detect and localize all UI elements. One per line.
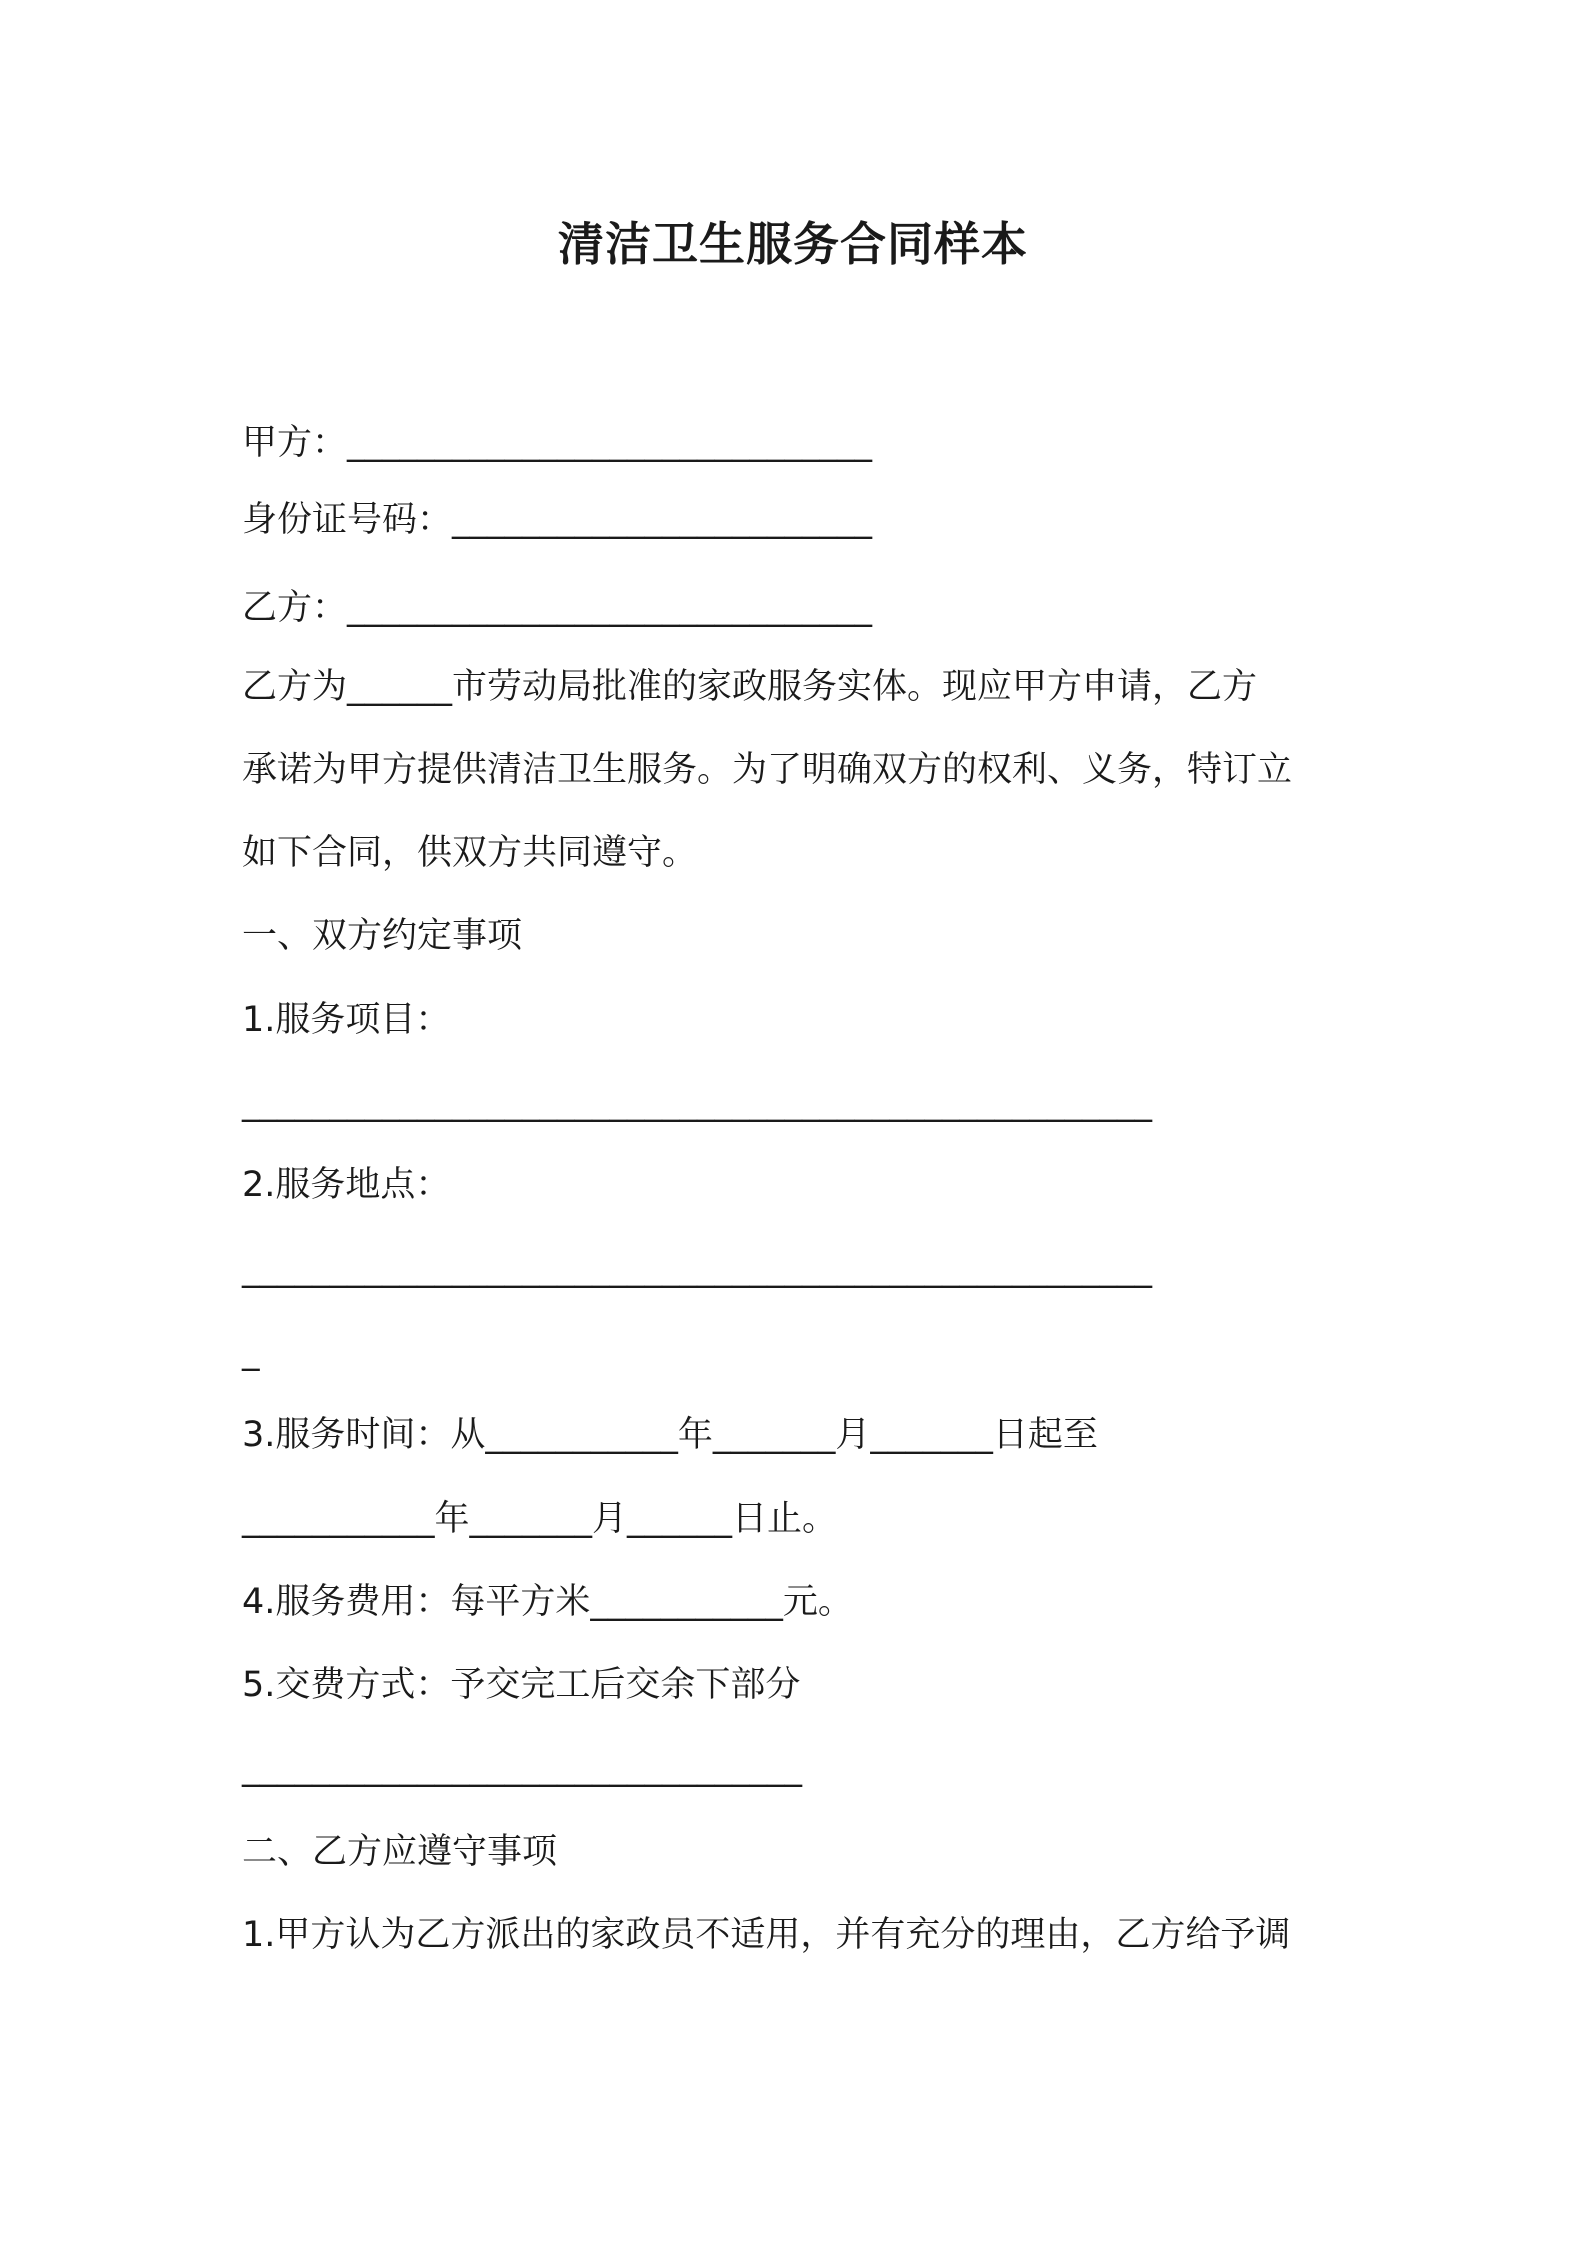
party-a-line: 甲方：______________________________: [242, 423, 873, 463]
id-number-line: 身份证号码：________________________: [242, 500, 873, 540]
intro-paragraph-line-3: 如下合同，供双方共同遵守。: [242, 833, 698, 873]
section-heading-1: 一、双方约定事项: [242, 916, 523, 956]
service-location-label: 2.服务地点：: [242, 1165, 451, 1205]
service-time-line-2: ___________年_______月______日止。: [242, 1499, 838, 1539]
intro-paragraph-line-2: 承诺为甲方提供清洁卫生服务。为了明确双方的权利、义务，特订立: [242, 750, 1293, 790]
party-b-clause-1: 1.甲方认为乙方派出的家政员不适用，并有充分的理由，乙方给予调: [242, 1915, 1291, 1955]
service-item-blank: ____________________________________________________: [242, 1083, 1152, 1123]
service-location-blank-tail: _: [242, 1332, 260, 1372]
service-item-label: 1.服务项目：: [242, 1000, 451, 1040]
page-title: 清洁卫生服务合同样本: [558, 217, 1028, 271]
section-heading-2: 二、乙方应遵守事项: [242, 1832, 558, 1872]
service-location-blank: ____________________________________________________: [242, 1249, 1152, 1289]
service-fee-line: 4.服务费用：每平方米___________元。: [242, 1582, 853, 1622]
payment-method-line: 5.交费方式：予交完工后交余下部分: [242, 1665, 801, 1705]
service-time-line-1: 3.服务时间：从___________年_______月_______日起至: [242, 1415, 1098, 1455]
payment-method-blank: ________________________________: [242, 1748, 802, 1788]
intro-paragraph-line-1: 乙方为______市劳动局批准的家政服务实体。现应甲方申请，乙方: [242, 667, 1258, 707]
party-b-line: 乙方：______________________________: [242, 588, 873, 628]
